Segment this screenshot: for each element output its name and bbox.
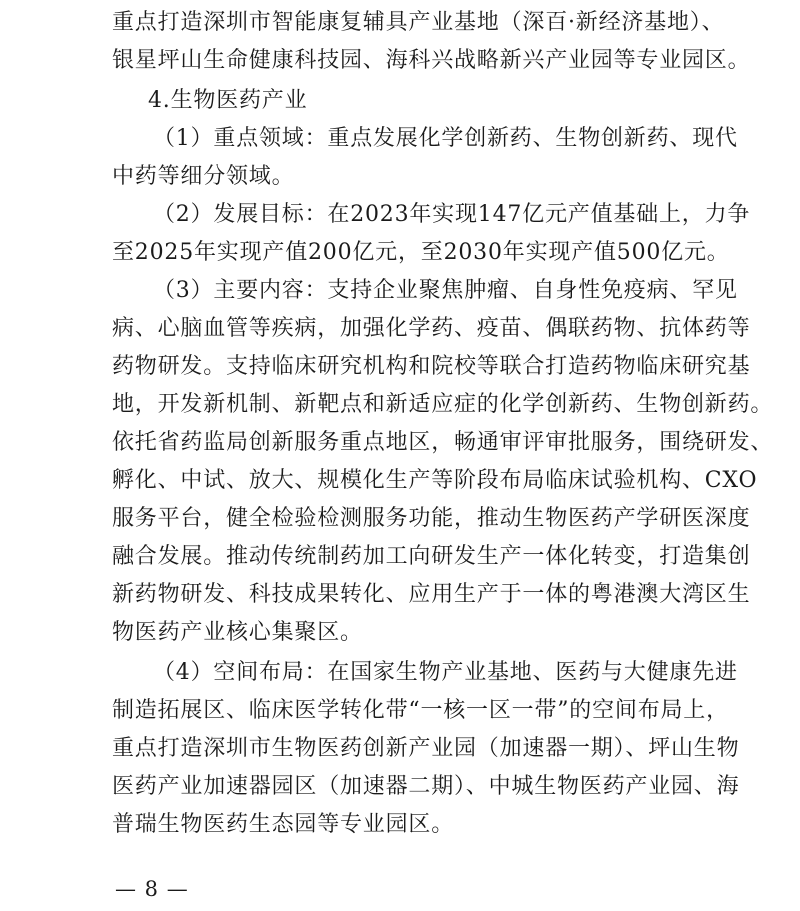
text-line: （4）空间布局：在国家生物产业基地、医药与大健康先进	[153, 660, 738, 685]
text-line: （2）发展目标：在2023年实现147亿元产值基础上，力争	[153, 202, 751, 227]
text-line: 服务平台，健全检验检测服务功能，推动生物医药产学研医深度	[112, 506, 751, 531]
text-line: 病、心脑血管等疾病，加强化学药、疫苗、偶联药物、抗体药等	[112, 316, 751, 341]
text-line: 至2025年实现产值200亿元，至2030年实现产值500亿元。	[112, 240, 730, 265]
page-number: — 8 —	[115, 877, 189, 901]
text-line: 孵化、中试、放大、规模化生产等阶段布局临床试验机构、CXO	[112, 468, 758, 493]
text-line: 地，开发新机制、新靶点和新适应症的化学创新药、生物创新药。	[112, 392, 774, 417]
text-line: 制造拓展区、临床医学转化带“一核一区一带”的空间布局上，	[112, 698, 729, 723]
text-line: 重点打造深圳市智能康复辅具产业基地（深百·新经济基地）、	[112, 10, 725, 35]
text-line: 中药等细分领域。	[112, 164, 295, 189]
text-line: （1）重点领域：重点发展化学创新药、生物创新药、现代	[153, 126, 738, 151]
text-line: （3）主要内容：支持企业聚焦肿瘤、自身性免疫病、罕见	[153, 278, 738, 303]
text-line: 物医药产业核心集聚区。	[112, 620, 363, 645]
text-line: 普瑞生物医药生态园等专业园区。	[112, 812, 455, 837]
text-line: 融合发展。推动传统制药加工向研发生产一体化转变，打造集创	[112, 544, 751, 569]
text-line: 医药产业加速器园区（加速器二期）、中城生物医药产业园、海	[112, 774, 740, 799]
text-line: 银星坪山生命健康科技园、海科兴战略新兴产业园等专业园区。	[112, 48, 751, 73]
text-line: 重点打造深圳市生物医药创新产业园（加速器一期）、坪山生物	[112, 736, 740, 761]
text-line: 依托省药监局创新服务重点地区，畅通审评审批服务，围绕研发、	[112, 430, 774, 455]
text-line: 药物研发。支持临床研究机构和院校等联合打造药物临床研究基	[112, 354, 751, 379]
text-line: 新药物研发、科技成果转化、应用生产于一体的粤港澳大湾区生	[112, 582, 751, 607]
section-heading: 4.生物医药产业	[148, 88, 308, 113]
